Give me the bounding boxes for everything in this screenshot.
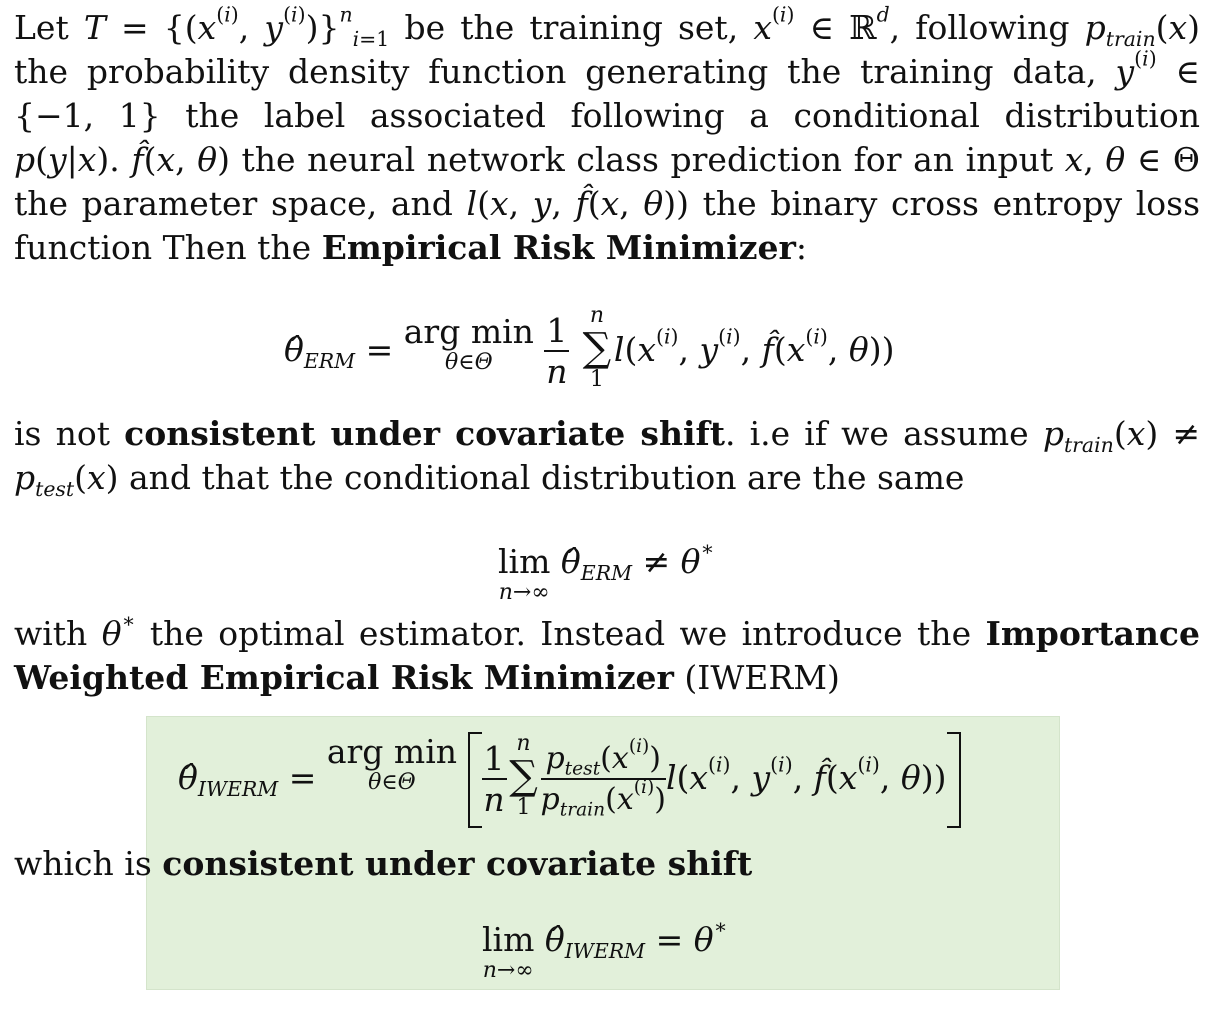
equation-erm: $\thetâ_{ERM}$ = arg min θ∈Θ $\frac{1}{n}$ ∑ n 1 $l(x^{(i)}$, $y^{(i)}$, $f̂(x^{(i)}$, θ)) xyxy=(284,303,895,392)
equation-lim-erm: lim n→∞ $\thetâ_{ERM} \ne \theta^∗$ xyxy=(498,536,715,605)
paragraph-definitions: Let $T = \{(x^{(i)}$, $y^{(i)})\}^n_{i=1}$ be the training set, $x^{(i)}$ ∈ ℝ$^d$, following $p_{train}(x)$ the probability density function generating the training data, $y^{(i)}$ ∈ {−1, 1} the label associated following a conditional distribution p(y|x). f̂(x, θ) the neural network class prediction for an input x, θ ∈ Θ the parameter space, and l(x, y, f̂(x, θ)) the binary cross entropy loss function Then the Empirical Risk Minimizer: xyxy=(14,2,1201,267)
equation-iwerm: $\thetâ_{IWERM}$ = arg min θ∈Θ $\frac{1}{n}$ ∑ n 1 $\frac{p_{test}(x^{(i)})}{p_{train}(x^{(i)})}$ $l(x^{(i)}$, $y^{(i)}$, $f̂(x^{(i)}$, θ)) xyxy=(178,732,961,828)
paragraph-consistent: which is consistent under covariate shift xyxy=(14,844,753,883)
paragraph-not-consistent: is not consistent under covariate shift. i.e if we assume $p_{train}(x) \ne p_{test}(x)$ and that the conditional distribution are the same xyxy=(14,414,1200,502)
equation-lim-iwerm: lim n→∞ $\thetâ_{IWERM} = \theta^∗$ xyxy=(482,914,728,983)
paragraph-iwerm-intro: with θ∗ the optimal estimator. Instead we introduce the Importance Weighted Empirical Risk Minimizer (IWERM) xyxy=(14,608,1200,697)
